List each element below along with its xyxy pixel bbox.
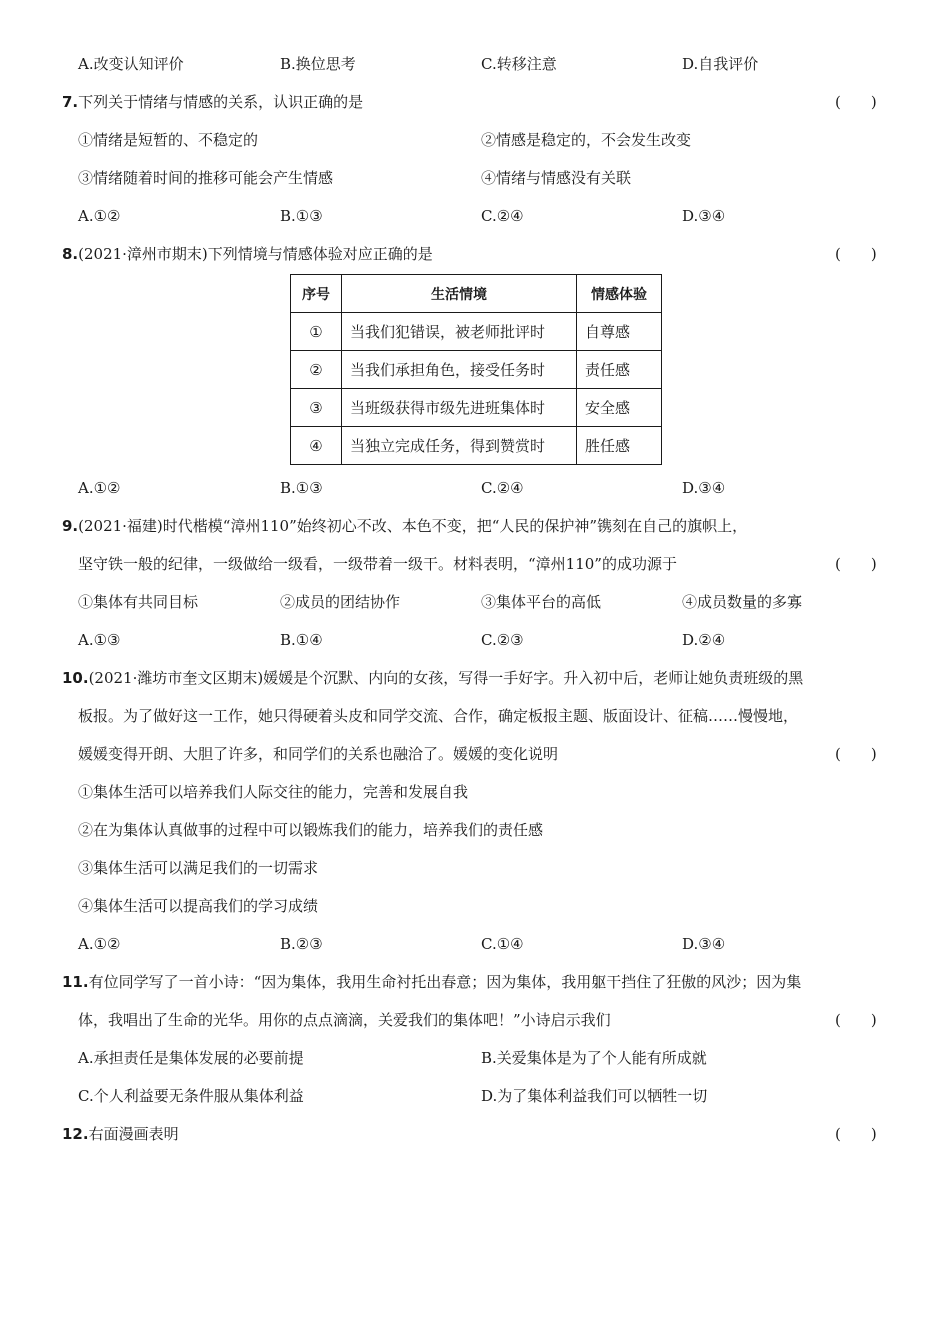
q9-stem-line1 (62, 514, 747, 538)
q10-item-2: ②在为集体认真做事的过程中可以锻炼我们的能力，培养我们的责任感 (78, 821, 544, 839)
q8-table-header: 生活情境 (342, 275, 577, 313)
table-cell: 安全感 (577, 389, 662, 427)
table-cell: ④ (291, 427, 342, 465)
q12-stem-text: 右面漫画表明 (88, 1125, 179, 1143)
q7-answer-paren: ( ) (835, 93, 877, 111)
q11-option-c: C.个人利益要无条件服从集体利益 (78, 1087, 304, 1105)
q9-option-b: B.①④ (280, 631, 323, 649)
q10-option-c: C.①④ (481, 935, 524, 953)
q6-option-c: C.转移注意 (481, 55, 557, 73)
q9-item-1: ①集体有共同目标 (78, 593, 199, 611)
q11-number: 11. (62, 973, 89, 991)
q9-number: 9. (62, 517, 79, 535)
q10-answer-paren: ( ) (835, 745, 877, 763)
q12-number: 12. (62, 1125, 89, 1143)
q10-stem-line1 (62, 666, 803, 690)
q9-option-d: D.②④ (682, 631, 726, 649)
q7-option-b: B.①③ (280, 207, 323, 225)
q10-stem-text: (2021·潍坊市奎文区期末)媛媛是个沉默、内向的女孩，写得一手好字。升入初中后，老师让她负责班级的黑 (88, 669, 804, 687)
q12-stem (62, 1122, 179, 1146)
q9-option-c: C.②③ (481, 631, 524, 649)
q7-stem-text: 下列关于情绪与情感的关系，认识正确的是 (78, 93, 364, 111)
q11-answer-paren: ( ) (835, 1011, 877, 1029)
q10-option-d: D.③④ (682, 935, 726, 953)
q9-item-4: ④成员数量的多寡 (682, 593, 803, 611)
q11-option-a: A.承担责任是集体发展的必要前提 (78, 1049, 304, 1067)
q8-table-header: 情感体验 (577, 275, 662, 313)
q7-item-4: ④情绪与情感没有关联 (481, 169, 632, 187)
q7-option-c: C.②④ (481, 207, 524, 225)
q9-item-2: ②成员的团结协作 (280, 593, 401, 611)
q10-number: 10. (62, 669, 89, 687)
q9-option-a: A.①③ (78, 631, 121, 649)
q8-number: 8. (62, 245, 79, 263)
q10-option-b: B.②③ (280, 935, 323, 953)
q9-stem-text: (2021·福建)时代楷模“漳州110”始终初心不改、本色不变，把“人民的保护神”镌刻在自己的旗帜上， (78, 517, 748, 535)
q8-table (290, 274, 662, 465)
table-row (291, 313, 662, 351)
q10-option-a: A.①② (78, 935, 121, 953)
q6-option-a: A.改变认知评价 (78, 55, 184, 73)
q8-option-b: B.①③ (280, 479, 323, 497)
table-row (291, 389, 662, 427)
q11-option-b: B.关爱集体是为了个人能有所成就 (481, 1049, 707, 1067)
table-row (291, 427, 662, 465)
q7-option-d: D.③④ (682, 207, 726, 225)
q10-stem-line3: 媛媛变得开朗、大胆了许多，和同学们的关系也融洽了。媛媛的变化说明 (78, 745, 559, 763)
q8-option-a: A.①② (78, 479, 121, 497)
table-cell: 当我们犯错误，被老师批评时 (342, 313, 577, 351)
q7-item-3: ③情绪随着时间的推移可能会产生情感 (78, 169, 334, 187)
q9-item-3: ③集体平台的高低 (481, 593, 602, 611)
q8-stem (62, 242, 433, 266)
table-cell: 当班级获得市级先进班集体时 (342, 389, 577, 427)
q8-table-header: 序号 (291, 275, 342, 313)
q7-option-a: A.①② (78, 207, 121, 225)
q8-option-c: C.②④ (481, 479, 524, 497)
table-cell: 自尊感 (577, 313, 662, 351)
table-cell: 当独立完成任务，得到赞赏时 (342, 427, 577, 465)
q11-option-d: D.为了集体利益我们可以牺牲一切 (481, 1087, 708, 1105)
table-cell: 责任感 (577, 351, 662, 389)
q10-item-1: ①集体生活可以培养我们人际交往的能力，完善和发展自我 (78, 783, 469, 801)
q10-item-4: ④集体生活可以提高我们的学习成绩 (78, 897, 319, 915)
q6-option-d: D.自我评价 (682, 55, 759, 73)
q11-stem-text: 有位同学写了一首小诗：“因为集体，我用生命衬托出春意；因为集体，我用躯干挡住了狂傲的风沙；因为集 (88, 973, 802, 991)
q11-stem-line2: 体，我唱出了生命的光华。用你的点点滴滴，关爱我们的集体吧！”小诗启示我们 (78, 1011, 611, 1029)
q9-stem-line2: 坚守铁一般的纪律，一级做给一级看，一级带着一级干。材料表明，“漳州110”的成功源于 (78, 555, 677, 573)
table-cell: ② (291, 351, 342, 389)
q10-item-3: ③集体生活可以满足我们的一切需求 (78, 859, 319, 877)
table-cell: 当我们承担角色，接受任务时 (342, 351, 577, 389)
q7-number: 7. (62, 93, 79, 111)
q6-option-b: B.换位思考 (280, 55, 356, 73)
q7-item-2: ②情感是稳定的，不会发生改变 (481, 131, 692, 149)
q8-answer-paren: ( ) (835, 245, 877, 263)
q7-stem (62, 90, 363, 114)
q11-stem-line1 (62, 970, 801, 994)
table-cell: ③ (291, 389, 342, 427)
q8-option-d: D.③④ (682, 479, 726, 497)
q12-answer-paren: ( ) (835, 1125, 877, 1143)
table-cell: 胜任感 (577, 427, 662, 465)
q7-item-1: ①情绪是短暂的、不稳定的 (78, 131, 259, 149)
q8-stem-text: (2021·漳州市期末)下列情境与情感体验对应正确的是 (78, 245, 433, 263)
q10-stem-line2: 板报。为了做好这一工作，她只得硬着头皮和同学交流、合作，确定板报主题、版面设计、征稿……慢慢地， (78, 707, 799, 725)
table-row (291, 351, 662, 389)
q8-table-header-row (291, 275, 662, 313)
q9-answer-paren: ( ) (835, 555, 877, 573)
table-cell: ① (291, 313, 342, 351)
